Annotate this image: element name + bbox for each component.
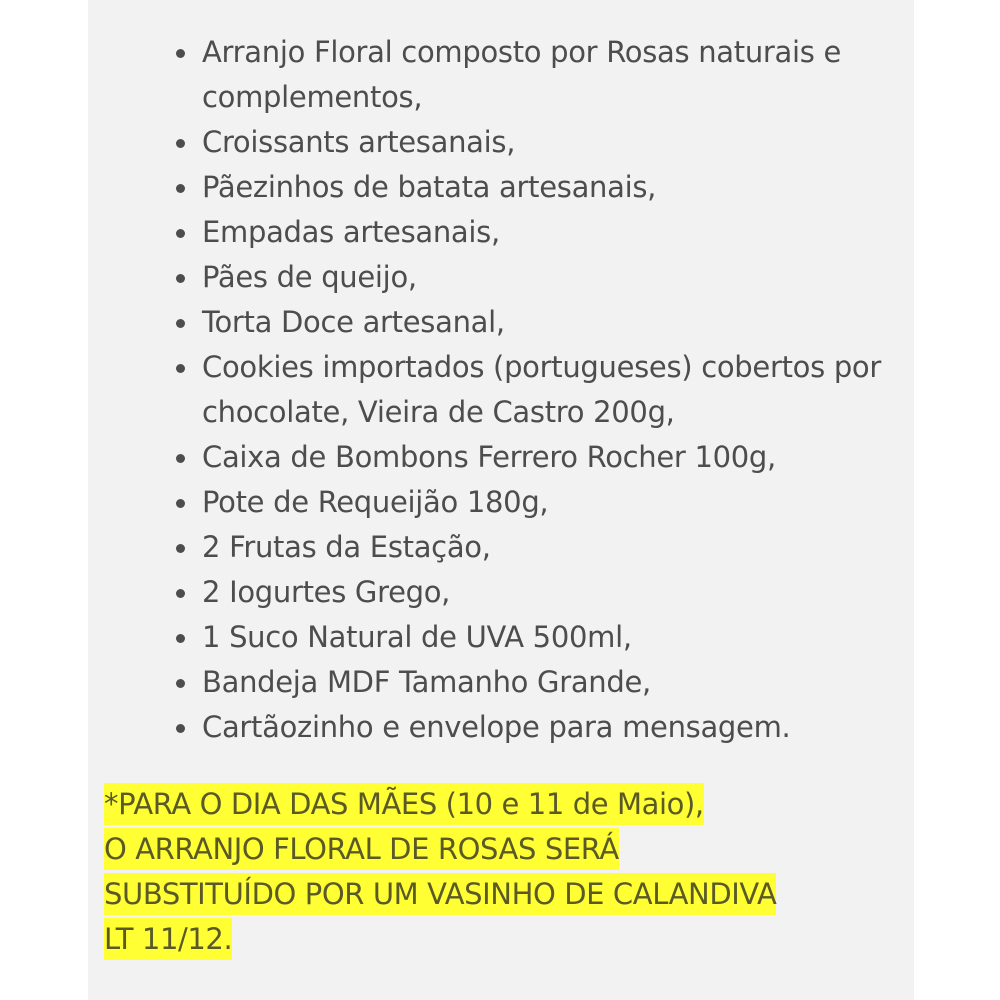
- mothers-day-notice: [104, 782, 894, 962]
- list-item-text: Pãezinhos de batata artesanais,: [202, 170, 657, 204]
- list-item: [88, 210, 882, 255]
- list-item: [88, 300, 882, 345]
- bullet-icon: [176, 544, 185, 553]
- bullet-icon: [176, 364, 185, 373]
- bullet-icon: [176, 679, 185, 688]
- list-item: [88, 525, 882, 570]
- bullet-icon: [176, 49, 185, 58]
- list-item: [88, 615, 882, 660]
- list-item-text: 1 Suco Natural de UVA 500ml,: [202, 620, 632, 654]
- notice-line: O ARRANJO FLORAL DE ROSAS SERÁ: [104, 828, 619, 870]
- list-item-text: Pães de queijo,: [202, 260, 417, 294]
- bullet-icon: [176, 139, 185, 148]
- notice-line: *PARA O DIA DAS MÃES (10 e 11 de Maio),: [104, 783, 704, 825]
- notice-line: SUBSTITUÍDO POR UM VASINHO DE CALANDIVA: [104, 873, 776, 915]
- list-item: [88, 165, 882, 210]
- bullet-icon: [176, 589, 185, 598]
- list-item-text: Cartãozinho e envelope para mensagem.: [202, 710, 791, 744]
- product-items-list: [88, 30, 882, 750]
- list-item-text: Torta Doce artesanal,: [202, 305, 505, 339]
- bullet-icon: [176, 274, 185, 283]
- list-item-text: Bandeja MDF Tamanho Grande,: [202, 665, 651, 699]
- list-item: [88, 255, 882, 300]
- bullet-icon: [176, 184, 185, 193]
- list-item: [88, 120, 882, 165]
- list-item: [88, 345, 882, 435]
- bullet-icon: [176, 229, 185, 238]
- list-item-text: Cookies importados (portugueses) cobertos por chocolate, Vieira de Castro 200g,: [202, 350, 881, 429]
- list-item-text: Arranjo Floral composto por Rosas naturais e complementos,: [202, 35, 842, 114]
- list-item-text: Caixa de Bombons Ferrero Rocher 100g,: [202, 440, 776, 474]
- list-item: [88, 30, 882, 120]
- list-item-text: Empadas artesanais,: [202, 215, 500, 249]
- list-item-text: Pote de Requeijão 180g,: [202, 485, 549, 519]
- list-item: [88, 660, 882, 705]
- list-item: [88, 480, 882, 525]
- list-item-text: 2 Frutas da Estação,: [202, 530, 491, 564]
- product-description-panel: [88, 0, 914, 1000]
- list-item-text: 2 Iogurtes Grego,: [202, 575, 451, 609]
- list-item: [88, 705, 882, 750]
- bullet-icon: [176, 724, 185, 733]
- list-item-text: Croissants artesanais,: [202, 125, 516, 159]
- notice-line: LT 11/12.: [104, 918, 232, 960]
- list-item: [88, 435, 882, 480]
- bullet-icon: [176, 499, 185, 508]
- bullet-icon: [176, 319, 185, 328]
- list-item: [88, 570, 882, 615]
- bullet-icon: [176, 454, 185, 463]
- bullet-icon: [176, 634, 185, 643]
